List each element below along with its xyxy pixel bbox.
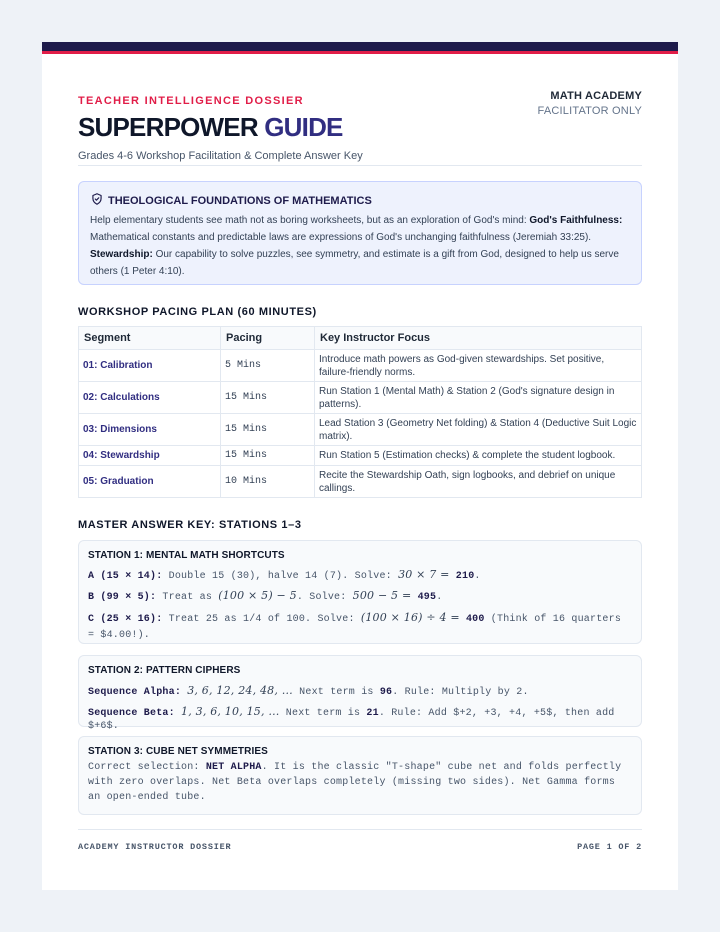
answer-text: . Rule: Add $+2, +3, +4, +5$, then add $+6$. <box>88 708 615 732</box>
theology-heading: THEOLOGICAL FOUNDATIONS OF MATHEMATICS <box>108 194 372 207</box>
answer-text: Treat as <box>156 592 219 603</box>
answer-text: Next term is <box>292 687 380 698</box>
answer-label: A (15 × 14): <box>88 571 163 582</box>
math-expression: 500 − 5 = <box>352 589 412 602</box>
column-header: Segment <box>79 327 221 350</box>
column-header: Pacing <box>221 327 315 350</box>
theology-text-faithfulness: Mathematical constants and predictable laws are expressions of God's unchanging faithfulness (Jeremiah 33:25). <box>90 232 592 243</box>
segment-cell: 03: Dimensions <box>79 414 221 446</box>
answer-text: . It is the classic "T-shape" cube net and folds perfectly with zero overlaps. Net Beta overlaps completely (missing two sides). Net Gamma forms an open-ended tube. <box>88 762 622 803</box>
math-expression: 30 × 7 = <box>398 568 450 581</box>
segment-cell: 01: Calibration <box>79 350 221 382</box>
station1-answer-a <box>88 568 632 583</box>
answer-text: . <box>436 592 443 603</box>
answer-value: NET ALPHA <box>205 762 262 773</box>
page-subtitle: Grades 4-6 Workshop Facilitation & Complete Answer Key <box>78 150 363 162</box>
header-accent-stripe <box>42 51 678 54</box>
table-row <box>79 414 642 446</box>
theology-term-stewardship: Stewardship: <box>90 249 153 260</box>
answer-label: C (25 × 16): <box>88 614 163 625</box>
header-band <box>42 42 678 51</box>
segment-cell: 02: Calculations <box>79 382 221 414</box>
station1-answer-b <box>88 589 632 604</box>
station2-title: STATION 2: PATTERN CIPHERS <box>88 665 241 676</box>
answer-text: . <box>474 571 481 582</box>
footer-divider <box>78 829 642 830</box>
footer-left: ACADEMY INSTRUCTOR DOSSIER <box>78 842 232 852</box>
theology-callout <box>78 181 642 285</box>
pacing-cell: 15 Mins <box>221 414 315 446</box>
answer-value: 495 <box>417 592 437 603</box>
pacing-cell: 5 Mins <box>221 350 315 382</box>
answer-text: Double 15 (30), halve 14 (7). Solve: <box>162 571 399 582</box>
segment-cell: 05: Graduation <box>79 466 221 498</box>
theology-heading-row <box>90 192 630 209</box>
focus-cell: Run Station 5 (Estimation checks) & complete the student logbook. <box>315 446 642 466</box>
column-header: Key Instructor Focus <box>315 327 642 350</box>
answer-text: . Rule: Multiply by 2. <box>392 687 529 698</box>
focus-cell: Introduce math powers as God-given stewardships. Set positive, failure-friendly norms. <box>315 350 642 382</box>
title-main: SUPERPOWER <box>78 112 258 142</box>
station2-sequence-alpha <box>88 684 632 699</box>
title-accent: GUIDE <box>264 112 343 142</box>
station1-title: STATION 1: MENTAL MATH SHORTCUTS <box>88 550 285 561</box>
table-row <box>79 446 642 466</box>
station3-title: STATION 3: CUBE NET SYMMETRIES <box>88 746 268 757</box>
answer-text: . Solve: <box>296 592 353 603</box>
answer-label: Sequence Beta: <box>88 708 175 719</box>
kicker-label: TEACHER INTELLIGENCE DOSSIER <box>78 95 304 107</box>
answer-text: (Think of 16 quarters = $4.00!). <box>88 614 622 641</box>
answer-key-heading: MASTER ANSWER KEY: STATIONS 1–3 <box>78 519 302 531</box>
pacing-heading: WORKSHOP PACING PLAN (60 MINUTES) <box>78 306 317 318</box>
pacing-cell: 15 Mins <box>221 446 315 466</box>
header-divider <box>78 165 642 166</box>
station3-card <box>78 736 642 815</box>
math-expression: (100 × 5) − 5 <box>218 589 297 602</box>
station1-answer-c <box>88 610 632 644</box>
answer-label: B (99 × 5): <box>88 592 157 603</box>
math-expression: (100 × 16) ÷ 4 = <box>360 611 460 624</box>
brand-name: MATH ACADEMY <box>550 90 642 102</box>
page-title <box>78 112 343 143</box>
shield-check-icon <box>90 192 104 209</box>
station2-card <box>78 655 642 732</box>
answer-value: 21 <box>366 708 379 719</box>
focus-cell: Run Station 1 (Mental Math) & Station 2 (God's signature design in patterns). <box>315 382 642 414</box>
answer-value: 400 <box>465 614 485 625</box>
brand-block <box>538 90 642 117</box>
table-row <box>79 350 642 382</box>
table-row <box>79 382 642 414</box>
focus-cell: Recite the Stewardship Oath, sign logbooks, and debrief on unique callings. <box>315 466 642 498</box>
theology-term-faithfulness: God's Faithfulness: <box>529 215 623 226</box>
pacing-cell: 15 Mins <box>221 382 315 414</box>
answer-text: Next term is <box>279 708 367 719</box>
theology-body <box>90 212 630 280</box>
brand-subtitle: FACILITATOR ONLY <box>537 105 642 117</box>
dossier-page <box>42 42 678 890</box>
pacing-cell: 10 Mins <box>221 466 315 498</box>
answer-text: Correct selection: <box>88 762 206 773</box>
answer-label: Sequence Alpha: <box>88 687 182 698</box>
focus-cell: Lead Station 3 (Geometry Net folding) & Station 4 (Deductive Suit Logic matrix). <box>315 414 642 446</box>
station1-card <box>78 540 642 644</box>
theology-intro: Help elementary students see math not as boring worksheets, but as an exploration of God's mind: <box>90 215 530 226</box>
math-expression: 3, 6, 12, 24, 48, … <box>187 684 293 697</box>
table-row <box>79 466 642 498</box>
table-header-row <box>79 327 642 350</box>
math-expression: 1, 3, 6, 10, 15, … <box>181 705 280 718</box>
theology-text-stewardship: Our capability to solve puzzles, see symmetry, and estimate is a gift from God, designed to help us serve others (1 Peter 4:10). <box>90 249 619 277</box>
station2-sequence-beta <box>88 705 632 733</box>
station3-answer <box>88 760 632 805</box>
answer-value: 96 <box>379 687 393 698</box>
pacing-table <box>78 326 642 498</box>
answer-value: 210 <box>455 571 475 582</box>
answer-text: Treat 25 as 1/4 of 100. Solve: <box>162 614 361 625</box>
segment-cell: 04: Stewardship <box>79 446 221 466</box>
footer-page-number: PAGE 1 OF 2 <box>577 842 642 852</box>
